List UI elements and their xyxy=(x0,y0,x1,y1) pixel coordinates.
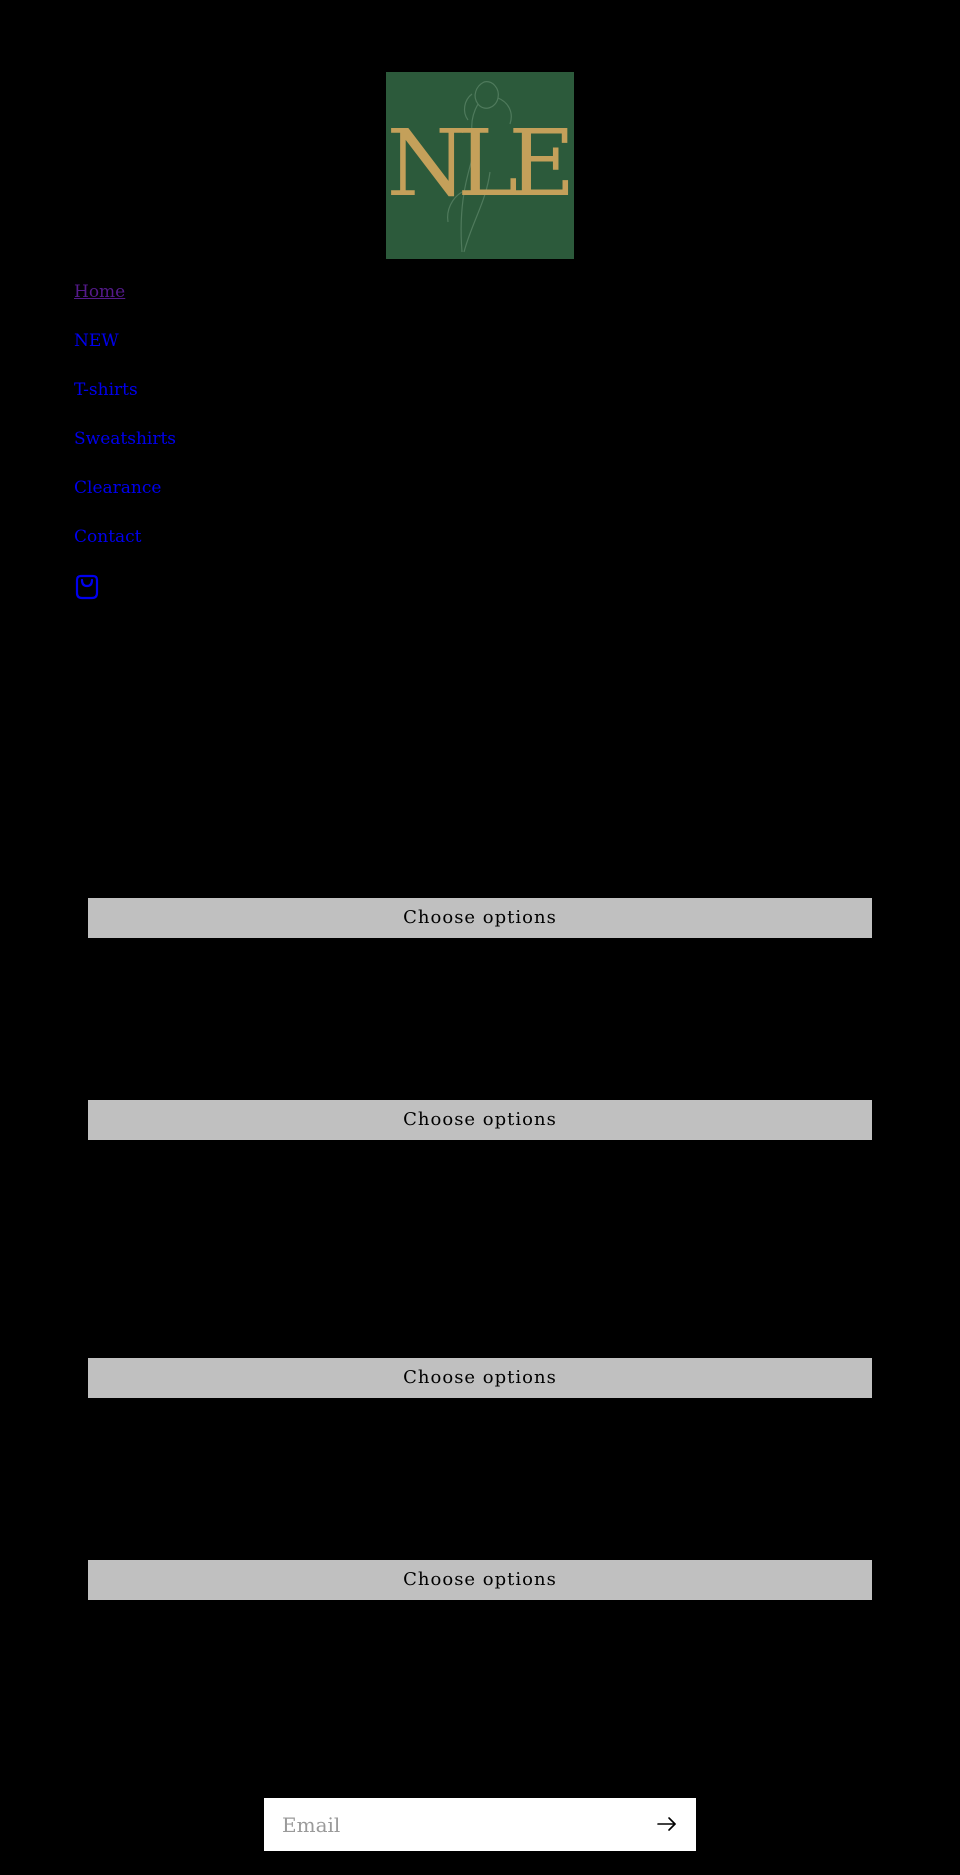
nav-link-clearance[interactable]: Clearance xyxy=(74,478,162,498)
newsletter-form xyxy=(264,1798,696,1851)
nav-item-home xyxy=(74,280,176,329)
arrow-right-icon xyxy=(656,1813,678,1835)
main-navigation xyxy=(74,280,176,574)
nav-link-home[interactable]: Home xyxy=(74,282,126,302)
shopping-bag-icon xyxy=(74,574,100,600)
nav-item-contact xyxy=(74,525,176,574)
product-2-choose-options-button[interactable]: Choose options xyxy=(88,1100,872,1140)
nav-item-new xyxy=(74,329,176,378)
nav-link-contact[interactable]: Contact xyxy=(74,527,142,547)
product-3-choose-options-button[interactable]: Choose options xyxy=(88,1358,872,1398)
cart-link[interactable] xyxy=(74,574,100,600)
nav-link-tshirts[interactable]: T-shirts xyxy=(74,380,138,400)
nav-link-sweatshirts[interactable]: Sweatshirts xyxy=(74,429,177,449)
product-4-choose-options-button[interactable]: Choose options xyxy=(88,1560,872,1600)
nav-item-tshirts xyxy=(74,378,176,427)
email-input[interactable] xyxy=(264,1798,644,1851)
nav-item-sweatshirts xyxy=(74,427,176,476)
nav-link-new[interactable]: NEW xyxy=(74,331,119,351)
newsletter-submit-button[interactable] xyxy=(656,1811,682,1837)
brand-logo[interactable] xyxy=(386,72,574,259)
logo-text: NLE xyxy=(386,110,566,217)
product-1-choose-options-button[interactable]: Choose options xyxy=(88,898,872,938)
nav-item-clearance xyxy=(74,476,176,525)
